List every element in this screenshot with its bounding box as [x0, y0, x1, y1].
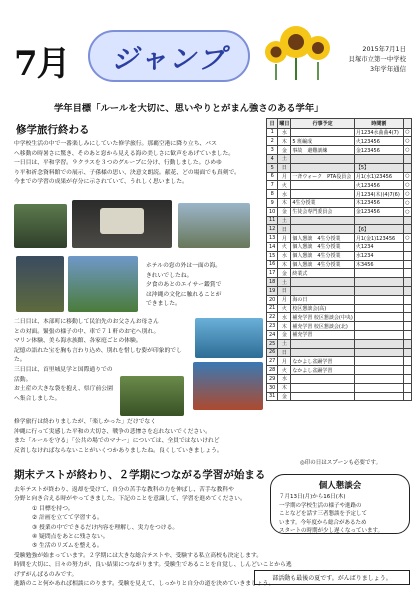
schedule-event — [291, 181, 355, 190]
schedule-body — [267, 128, 412, 401]
schedule-mark — [403, 392, 411, 401]
monument-plaque — [100, 208, 144, 234]
schedule-weekday: 水 — [278, 190, 291, 199]
schedule-weekday: 金 — [278, 330, 291, 339]
schedule-header-mark — [403, 119, 411, 129]
schedule-day: 3 — [267, 146, 278, 155]
schedule-mark: ○ — [405, 235, 410, 242]
schedule-weekday: 土 — [278, 278, 291, 287]
schedule-timetable — [354, 366, 403, 375]
schedule-timetable — [354, 216, 403, 225]
schedule-day: 21 — [267, 304, 278, 313]
trip-photo-monument — [72, 200, 172, 248]
schedule-mark — [403, 225, 411, 234]
sunflower-icon — [265, 26, 330, 80]
schedule-row — [267, 383, 412, 392]
trip-photo-boat — [193, 362, 263, 410]
exam-item: ② 計画を立てて学習する。 — [32, 515, 103, 522]
schedule-row — [267, 295, 412, 304]
schedule-timetable — [354, 339, 403, 348]
schedule-day: 27 — [267, 357, 278, 366]
trip-heading: 修学旅行終わる — [16, 124, 90, 136]
schedule-day: 26 — [267, 348, 278, 357]
hotel-text — [146, 262, 266, 310]
schedule-weekday: 木 — [278, 260, 291, 269]
schedule-event: 個人懇談 4生分授業 — [291, 242, 355, 251]
schedule-event — [291, 190, 355, 199]
schedule-day: 16 — [267, 260, 278, 269]
trip-intro-line: り平和祈念資料館での展示、子孫様の思い、決意文朗読。献花、どの場面でも真剣で。 — [14, 169, 240, 176]
schedule-weekday: 水 — [278, 251, 291, 260]
schedule-event — [291, 225, 355, 234]
schedule-day: 14 — [267, 242, 278, 251]
schedule-event: 個人懇談 4生分授業 — [291, 234, 355, 243]
schedule-weekday: 火 — [278, 242, 291, 251]
schedule-day: 7 — [267, 181, 278, 190]
schedule-event: 個人懇談 4生分授業 — [291, 260, 355, 269]
schedule-header-events: 行事予定 — [291, 119, 355, 129]
exam-outro-line: 受験勉強が始まっています。２学期には大きな総合テストや、受験する私立高校も決定します。 — [14, 552, 262, 559]
schedule-event: 校区懇談会(高) — [291, 304, 355, 313]
schedule-row — [267, 374, 412, 383]
schedule-timetable: 木123456 — [354, 198, 403, 207]
hotel-line: ホテルの窓の外は一面の海。 — [146, 263, 222, 269]
sunflower-illustration — [262, 18, 332, 80]
schedule-timetable — [354, 304, 403, 313]
schedule-weekday: 木 — [278, 322, 291, 331]
trip-day2 — [14, 318, 190, 366]
schedule-timetable — [354, 374, 403, 383]
schedule-row — [267, 172, 412, 181]
interview-notice — [270, 474, 410, 534]
trip-photo-ceremony — [178, 203, 250, 248]
schedule-day: 19 — [267, 286, 278, 295]
schedule-timetable — [354, 295, 403, 304]
schedule-header-row — [267, 119, 412, 129]
trip-photo-students — [16, 256, 64, 312]
closing-message: 部活動も最後の夏です。がんばりましょう。 — [254, 570, 410, 585]
schedule-weekday: 月 — [278, 234, 291, 243]
schedule-timetable — [354, 286, 403, 295]
schedule-row — [267, 146, 412, 155]
schedule-mark — [403, 304, 411, 313]
schedule-weekday: 火 — [278, 366, 291, 375]
schedule-timetable — [354, 278, 403, 287]
schedule-event — [291, 383, 355, 392]
schedule-timetable: 金123456 — [354, 207, 403, 216]
day2-line: 記憶の語れた宝を胸も言わり込め、別れを惜しむ姿が印象的でした。 — [14, 347, 182, 364]
schedule-timetable: 【5】 — [354, 163, 403, 172]
exam-heading: 期末テストが終わり、２学期につながる学習が始まる — [14, 469, 266, 481]
trip-intro — [14, 140, 262, 188]
exam-item: ③ 授業の中でできるだけ内容を理解し、実力をつける。 — [32, 524, 179, 531]
schedule-day: 12 — [267, 225, 278, 234]
schedule-event — [291, 392, 355, 401]
interview-line: ことなどを話す三者懇談を予定して — [279, 511, 368, 518]
schedule-weekday: 木 — [278, 198, 291, 207]
exam-intro-line: 去年テストが終わり、返却を受けて、自分の苦手な教科の力を伸ばし、苦手な教科や — [14, 487, 234, 493]
schedule-weekday: 土 — [278, 339, 291, 348]
schedule-timetable — [354, 322, 403, 331]
schedule-weekday: 土 — [278, 216, 291, 225]
schedule-event: なかよし盆踊学習 — [291, 366, 355, 375]
schedule-day: 18 — [267, 278, 278, 287]
impression-line: 沖縄に行って実感した平和の大切さ、戦争の悲惨さを忘れないでください。 — [14, 428, 211, 435]
schedule-row — [267, 313, 412, 322]
schedule-day: 9 — [267, 198, 278, 207]
schedule-timetable: 火123456 — [354, 137, 403, 146]
schedule-timetable: 水1234 — [354, 251, 403, 260]
schedule-row — [267, 348, 412, 357]
schedule-event: 5 班編成 — [291, 137, 355, 146]
schedule-mark — [403, 278, 411, 287]
schedule-day: 1 — [267, 128, 278, 137]
schedule-mark: ○ — [405, 182, 410, 189]
schedule-timetable: 月1234水曲曲4(7) — [354, 128, 403, 137]
schedule-event — [291, 278, 355, 287]
schedule-weekday: 火 — [278, 181, 291, 190]
schedule-weekday: 月 — [278, 357, 291, 366]
schedule-weekday: 金 — [278, 146, 291, 155]
schedule-row — [267, 154, 412, 163]
schedule-row — [267, 357, 412, 366]
day3-line: お土産の大きな袋を抱え、県庁前公園へ集合しました。 — [14, 386, 113, 402]
schedule-event: 補充学習 校区懇談会(中央) — [292, 314, 353, 321]
schedule-day: 20 — [267, 295, 278, 304]
schedule-note: ◎印の日はスプーンも必要です。 — [300, 460, 382, 466]
schedule-event — [291, 339, 355, 348]
schedule-timetable — [354, 269, 403, 278]
schedule-row — [267, 198, 412, 207]
exam-item: ④ 疑問点をあとに残さない。 — [32, 534, 109, 541]
interview-line: スタートの時期が少し遅くなっています。 — [279, 528, 384, 535]
grade-label: 3年学年通信 — [369, 65, 406, 73]
schedule-row — [267, 278, 412, 287]
schedule-mark — [403, 374, 411, 383]
schedule-event: 事故 避難訓練 — [291, 146, 355, 155]
exam-outro-line: 進路のこと何かあれば相談にのります。受験を見えて、しっかりと自分の道を決めていきましょう。 — [14, 581, 275, 588]
trip-intro-line: 中学校生活の中で一番楽しみにしていた修学旅行。那覇空港に降り立ち、バス — [14, 141, 217, 147]
schedule-day: 30 — [267, 383, 278, 392]
day2-line: との対面。緊張の様子の中、車で７１軒のお宅へ別れ。 — [14, 328, 160, 335]
schedule-event — [291, 286, 355, 295]
schedule-mark — [403, 330, 411, 339]
schedule-weekday: 水 — [278, 374, 291, 383]
schedule-event: 生徒会専門委員会 — [291, 207, 355, 216]
schedule-day: 31 — [267, 392, 278, 401]
exam-item: ⑤ 生活のリズムを整える。 — [32, 543, 103, 550]
day3-line: 三日目は、首里城見学と国際通りでの活動。 — [14, 367, 113, 383]
schedule-row — [267, 207, 412, 216]
page-title: 7月 — [14, 44, 70, 84]
schedule-weekday: 金 — [278, 392, 291, 401]
schedule-day: 23 — [267, 322, 278, 331]
schedule-event: なかよし盆踊学習 — [291, 357, 355, 366]
impression-line: 反省しなければならないことがいくつかありましたね。良くしていきましょう。 — [14, 447, 223, 454]
schedule-day: 2 — [267, 137, 278, 146]
schedule-event: 補充学習 校区懇談会(北) — [291, 322, 355, 331]
trip-photo-street — [120, 376, 184, 416]
schedule-timetable — [354, 392, 403, 401]
trip-photo-ocean — [195, 318, 263, 358]
schedule-row — [267, 286, 412, 295]
schedule-event: 4生分授業 — [291, 198, 355, 207]
schedule-row — [267, 366, 412, 375]
schedule-timetable — [354, 357, 403, 366]
schedule-day: 11 — [267, 216, 278, 225]
trip-intro-line: へ移動の時暑さに驚き、そのあと窓から見える海の美しさに歓声をあげていました。 — [14, 150, 235, 157]
interview-line: います。今年度から総合があるため — [279, 519, 367, 526]
schedule-row — [267, 392, 412, 401]
impression-line: また「ルールを守る」「公共の場でのマナー」については、全員ではないけれど — [14, 438, 220, 445]
schedule-weekday: 月 — [278, 172, 291, 181]
schedule-row — [267, 322, 412, 331]
schedule-day: 8 — [267, 190, 278, 199]
schedule-weekday: 火 — [278, 304, 291, 313]
schedule-timetable — [354, 330, 403, 339]
hotel-line: は沖縄の文化に触れることが — [146, 291, 222, 298]
issue-date: 2015年7月1日 — [362, 45, 406, 53]
schedule-day: 22 — [267, 313, 278, 322]
schedule-weekday: 日 — [278, 348, 291, 357]
schedule-weekday: 日 — [278, 225, 291, 234]
schedule-weekday: 木 — [278, 383, 291, 392]
interview-text — [279, 493, 401, 536]
schedule-event: 終業式 — [291, 269, 355, 278]
schedule-weekday: 日 — [278, 286, 291, 295]
exam-item: ① 目標を持つ。 — [32, 505, 74, 512]
exam-outro-line: 時間を大切に、日々の努力が、良い結果につながります。受験生であることを自覚し、しんどいことから逃げずがんばるのみです。 — [14, 562, 292, 578]
schedule-day: 15 — [267, 251, 278, 260]
schedule-weekday: 水 — [278, 313, 291, 322]
schedule-weekday: 日 — [278, 163, 291, 172]
newsletter-name-banner — [88, 30, 250, 82]
schedule-weekday: 土 — [278, 154, 291, 163]
schedule-mark — [403, 313, 411, 322]
schedule-timetable: 火123456 — [354, 181, 403, 190]
schedule-row — [267, 304, 412, 313]
schedule-mark: ○ — [405, 173, 410, 180]
schedule-header-day: 日 — [267, 119, 278, 129]
trip-impressions — [14, 418, 274, 456]
newsletter-name: ジャンプ — [111, 43, 227, 75]
schedule-timetable — [354, 154, 403, 163]
schedule-mark — [403, 260, 411, 269]
schedule-timetable: 月1234(木)(4)7(6) — [354, 190, 403, 199]
day2-line: 二日目は、本部町に移動して民泊先のお父さんお母さん — [14, 319, 159, 325]
schedule-day: 28 — [267, 366, 278, 375]
day2-line: マリン体験、美ら海水族館、各家庭ごとの体験。 — [14, 338, 142, 345]
schedule-day: 4 — [267, 154, 278, 163]
schedule-mark — [403, 322, 411, 331]
schedule-weekday: 木 — [278, 137, 291, 146]
schedule-timetable: 月1(水1)23456 — [354, 172, 403, 181]
schedule-timetable — [354, 313, 403, 322]
schedule-row — [267, 330, 412, 339]
schedule-mark — [403, 339, 411, 348]
trip-day3 — [14, 366, 118, 404]
schedule-mark — [403, 383, 411, 392]
schedule-weekday: 月 — [278, 295, 291, 304]
schedule-table — [266, 118, 412, 401]
schedule-row — [267, 242, 412, 251]
schedule-mark — [403, 216, 411, 225]
schedule-mark: ○ — [405, 191, 410, 198]
schedule-event: 海の日 — [291, 295, 355, 304]
schedule-event — [291, 374, 355, 383]
schedule-row — [267, 163, 412, 172]
schedule-day: 10 — [267, 207, 278, 216]
schedule-event — [291, 216, 355, 225]
schedule-day: 17 — [267, 269, 278, 278]
grade-goal: 学年目標「ルールを大切に、思いやりとがまん強さのある学年」 — [54, 103, 324, 114]
schedule-weekday: 金 — [278, 207, 291, 216]
schedule-row — [267, 181, 412, 190]
header-meta — [336, 44, 406, 74]
schedule-timetable — [354, 348, 403, 357]
hotel-line: できました。 — [146, 301, 181, 308]
schedule-header-timetable: 時間割 — [354, 119, 403, 129]
schedule-mark — [403, 154, 411, 163]
schedule-mark: ○ — [405, 208, 410, 215]
schedule-row — [267, 260, 412, 269]
schedule-row — [267, 339, 412, 348]
schedule-mark — [403, 286, 411, 295]
schedule-mark — [403, 251, 411, 260]
exam-intro-line: 分野と向き合える時がやってきました。下記のことを意識して、学習を進めてください。 — [14, 496, 246, 503]
schedule-timetable: 木3456 — [354, 260, 403, 269]
schedule-event: 補充学習 — [291, 330, 355, 339]
schedule-mark — [403, 163, 411, 172]
schedule-mark: ○ — [405, 129, 410, 136]
impression-line: 修学旅行は終わりましたが、「楽しかった」だけでなく — [14, 419, 157, 425]
schedule-timetable: 月1(金1)123456 — [354, 234, 403, 243]
trip-intro-line: 今までの学習の成果が存分に示されていて、うれしく思いました。 — [14, 179, 188, 186]
schedule-day: 5 — [267, 163, 278, 172]
schedule-row — [267, 137, 412, 146]
schedule-event — [291, 154, 355, 163]
schedule-row — [267, 251, 412, 260]
trip-photo-group — [14, 204, 67, 248]
schedule-timetable — [354, 383, 403, 392]
schedule-day: 25 — [267, 339, 278, 348]
schedule-mark — [403, 357, 411, 366]
schedule-weekday: 金 — [278, 269, 291, 278]
schedule-mark — [403, 269, 411, 278]
schedule-row — [267, 225, 412, 234]
hotel-line: 夕食のあとのエイサー鑑賞で — [146, 282, 222, 289]
schedule-event — [291, 348, 355, 357]
interview-line: 一学期の学校生活の様子や進路の — [279, 502, 362, 509]
schedule-header-weekday: 曜日 — [278, 119, 291, 129]
schedule-timetable: 火1234 — [354, 242, 403, 251]
interview-line: ７月13日(月)から16日(木) — [279, 494, 346, 500]
trip-intro-line: 一日目は、平和学習。９クラスを３つのグループに分け、行動しました。ひめゆ — [14, 160, 222, 167]
schedule-mark: ○ — [405, 199, 410, 206]
schedule-mark: ○ — [405, 138, 410, 145]
schedule-mark — [403, 348, 411, 357]
schedule-day: 24 — [267, 330, 278, 339]
schedule-mark: ○ — [405, 147, 410, 154]
schedule-row — [267, 190, 412, 199]
schedule-event: 個人懇談 4生分授業 — [291, 251, 355, 260]
schedule-row — [267, 128, 412, 137]
schedule-event — [291, 163, 355, 172]
schedule-row — [267, 269, 412, 278]
schedule-mark — [403, 295, 411, 304]
schedule-event: 一斉ウォーク PTA役員会 — [291, 172, 355, 181]
hotel-line: きれいでしたね。 — [146, 272, 193, 279]
trip-photo-seaside — [68, 256, 138, 312]
schedule-timetable: 金123456 — [354, 146, 403, 155]
school-name: 貝塚市立第一中学校 — [348, 55, 406, 63]
schedule-mark — [403, 366, 411, 375]
interview-title: 個人懇談会 — [318, 481, 362, 491]
schedule-timetable: 【6】 — [354, 225, 403, 234]
schedule-event — [291, 128, 355, 137]
schedule-day: 29 — [267, 374, 278, 383]
schedule-day: 13 — [267, 234, 278, 243]
schedule-weekday: 水 — [278, 128, 291, 137]
schedule-row — [267, 234, 412, 243]
schedule-mark — [403, 242, 411, 251]
schedule-day: 6 — [267, 172, 278, 181]
schedule-row — [267, 216, 412, 225]
